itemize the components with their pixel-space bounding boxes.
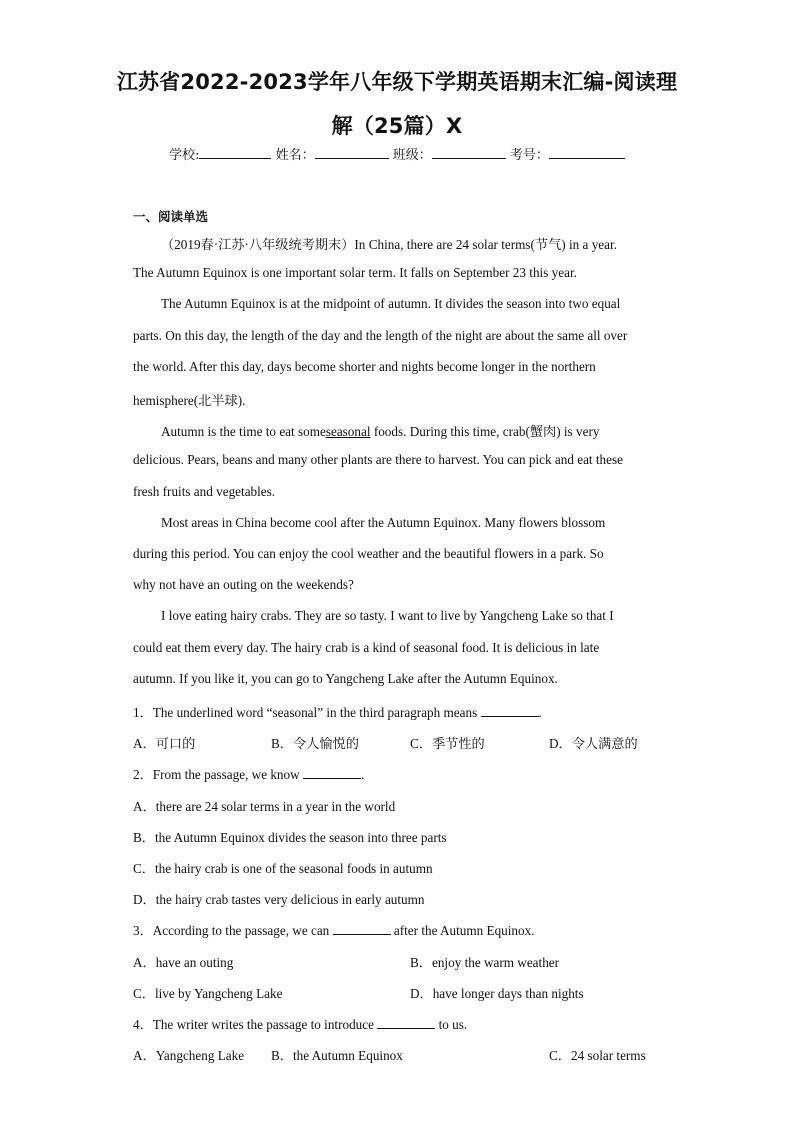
passage-line: during this period. You can enjoy the cool weather and the beautiful flowers in a park. So (133, 546, 604, 561)
q2-option-a[interactable]: A．there are 24 solar terms in a year in the world (133, 799, 396, 814)
page-title-line1: 江苏省2022-2023学年八年级下学期英语期末汇编-阅读理 (116, 70, 678, 94)
passage-line: why not have an outing on the weekends? (133, 577, 354, 592)
passage-line: delicious. Pears, beans and many other plants are there to harvest. You can pick and eat these (133, 452, 623, 467)
question-2: 2．From the passage, we know . (133, 767, 365, 782)
student-info (0, 144, 794, 163)
passage-line: The Autumn Equinox is one important solar term. It falls on September 23 this year. (133, 265, 577, 280)
q1-option-a[interactable]: A．可口的 (133, 736, 196, 751)
passage-line: I love eating hairy crabs. They are so tasty. I want to live by Yangcheng Lake so that I (161, 608, 614, 623)
passage-line: Autumn is the time to eat someseasonal foods. During this time, crab(蟹肉) is very (161, 424, 600, 439)
q1-option-d[interactable]: D．令人满意的 (549, 736, 638, 751)
q1-option-b[interactable]: B．令人愉悦的 (271, 736, 359, 751)
passage-line: The Autumn Equinox is at the midpoint of autumn. It divides the season into two equal (161, 296, 621, 311)
passage-line: Most areas in China become cool after the Autumn Equinox. Many flowers blossom (161, 515, 606, 530)
class-label: 班级： (392, 148, 432, 163)
question-4: 4．The writer writes the passage to introduce to us. (133, 1017, 468, 1032)
q1-option-c[interactable]: C．季节性的 (410, 736, 485, 751)
number-blank (549, 145, 625, 159)
passage-line: autumn. If you like it, you can go to Yangcheng Lake after the Autumn Equinox. (133, 671, 558, 686)
answer-blank (481, 704, 539, 717)
q4-option-c[interactable]: C．24 solar terms (549, 1048, 646, 1063)
passage-line: hemisphere(北半球). (133, 393, 246, 408)
q3-option-c[interactable]: C．live by Yangcheng Lake (133, 986, 283, 1001)
q2-option-b[interactable]: B．the Autumn Equinox divides the season into three parts (133, 830, 447, 845)
answer-blank (333, 922, 391, 935)
number-label: 考号： (509, 148, 549, 163)
q3-option-d[interactable]: D．have longer days than nights (410, 986, 584, 1001)
class-blank (432, 145, 506, 159)
q2-option-d[interactable]: D．the hairy crab tastes very delicious in early autumn (133, 892, 425, 907)
school-blank (199, 145, 271, 159)
passage-line: the world. After this day, days become shorter and nights become longer in the northern (133, 359, 596, 374)
name-blank (315, 145, 389, 159)
passage-line: could eat them every day. The hairy crab is a kind of seasonal food. It is delicious in late (133, 640, 600, 655)
name-label: 姓名： (275, 148, 315, 163)
passage-line: parts. On this day, the length of the day and the length of the night are about the same all over (133, 328, 628, 343)
q2-option-c[interactable]: C．the hairy crab is one of the seasonal foods in autumn (133, 861, 433, 876)
passage-line: （2019春·江苏·八年级统考期末）In China, there are 24 solar terms(节气) in a year. (161, 237, 617, 252)
q4-option-a[interactable]: A．Yangcheng Lake (133, 1048, 245, 1063)
question-1: 1．The underlined word “seasonal” in the third paragraph means . (133, 705, 542, 720)
q3-option-a[interactable]: A．have an outing (133, 955, 234, 970)
answer-blank (303, 766, 361, 779)
underlined-word: seasonal (325, 424, 371, 439)
answer-blank (377, 1016, 435, 1029)
passage-line: fresh fruits and vegetables. (133, 484, 276, 499)
q4-option-b[interactable]: B．the Autumn Equinox (271, 1048, 403, 1063)
q3-option-b[interactable]: B．enjoy the warm weather (410, 955, 560, 970)
question-3: 3．According to the passage, we can after the Autumn Equinox. (133, 923, 535, 938)
page-title-line2: 解（25篇）X (331, 114, 463, 138)
section-heading: 一、阅读单选 (133, 209, 209, 224)
school-label: 学校: (169, 148, 200, 163)
